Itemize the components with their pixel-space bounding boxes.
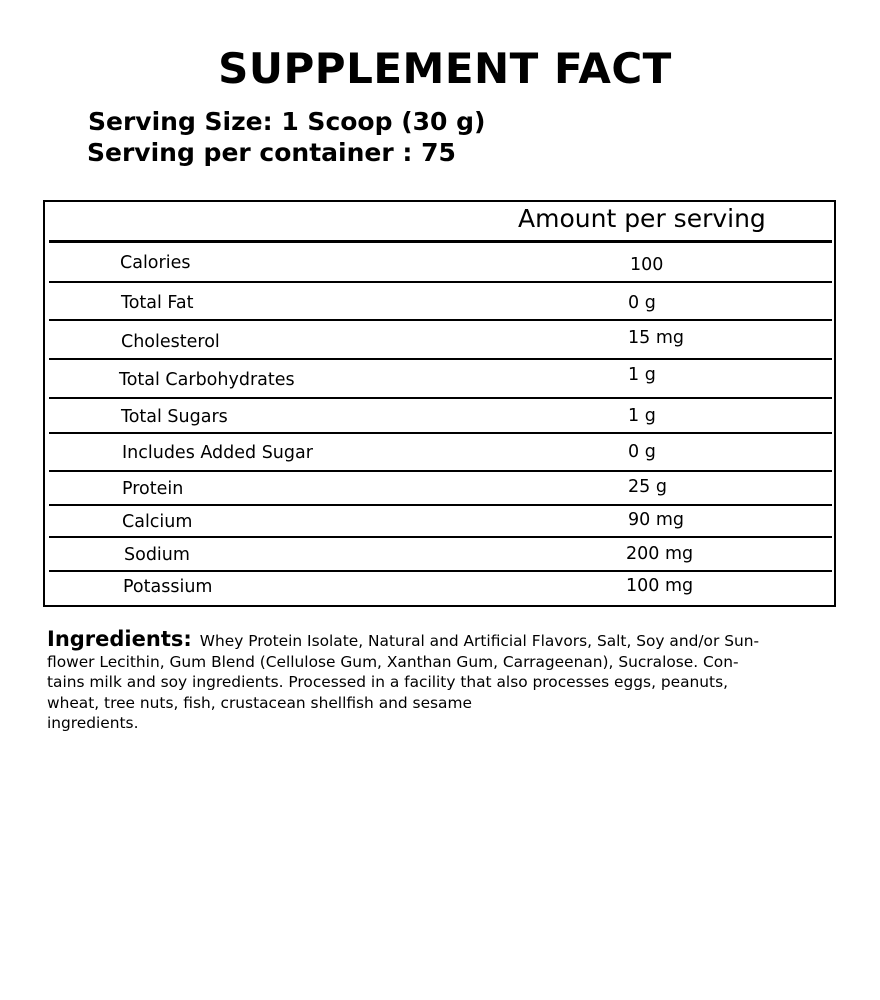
table-row-value: 100 mg xyxy=(626,576,694,596)
ingredients-section xyxy=(47,629,837,734)
servings-per-container: Serving per container : 75 xyxy=(87,138,456,167)
table-divider xyxy=(49,470,832,472)
table-divider xyxy=(49,358,832,360)
ingredients-line: tains milk and soy ingredients. Processed in a facility that also processes eggs, peanuts, xyxy=(47,673,728,691)
table-row-value: 0 g xyxy=(628,293,656,313)
table-row-value: 25 g xyxy=(628,477,667,497)
table-divider xyxy=(49,432,832,434)
ingredients-line: flower Lecithin, Gum Blend (Cellulose Gum, Xanthan Gum, Carrageenan), Sucralose. Con- xyxy=(47,652,739,671)
table-divider xyxy=(49,240,832,243)
table-row-value: 200 mg xyxy=(626,544,694,564)
amount-per-serving-header: Amount per serving xyxy=(518,204,766,233)
table-divider xyxy=(49,397,832,399)
ingredients-heading: Ingredients: xyxy=(47,627,192,651)
table-row-label: Total Fat xyxy=(121,293,194,313)
table-row-value: 1 g xyxy=(628,406,656,426)
table-row-label: Sodium xyxy=(124,545,190,565)
table-row-label: Includes Added Sugar xyxy=(122,443,313,463)
table-row-label: Cholesterol xyxy=(121,332,220,352)
page-title: SUPPLEMENT FACT xyxy=(218,44,672,93)
table-row-label: Calcium xyxy=(122,512,193,532)
table-divider xyxy=(49,319,832,321)
table-row-value: 0 g xyxy=(628,442,656,462)
table-row-label: Protein xyxy=(122,479,184,499)
table-divider xyxy=(49,570,832,572)
table-row-value: 100 xyxy=(630,255,664,275)
table-row-label: Total Sugars xyxy=(121,407,228,427)
table-row-value: 15 mg xyxy=(628,328,684,348)
table-row-value: 90 mg xyxy=(628,510,684,530)
table-divider xyxy=(49,504,832,506)
serving-size: Serving Size: 1 Scoop (30 g) xyxy=(88,107,486,136)
table-divider xyxy=(49,536,832,538)
ingredients-line xyxy=(47,629,837,652)
ingredients-line: wheat, tree nuts, fish, crustacean shellfish and sesame xyxy=(47,693,472,712)
table-row-label: Calories xyxy=(120,253,191,273)
ingredients-text: Whey Protein Isolate, Natural and Artificial Flavors, Salt, Soy and/or Sun- xyxy=(199,632,760,650)
table-divider xyxy=(49,281,832,283)
ingredients-line: ingredients. xyxy=(47,714,139,732)
table-row-label: Total Carbohydrates xyxy=(119,370,295,390)
table-row-label: Potassium xyxy=(123,577,213,597)
supplement-facts-table xyxy=(43,200,836,607)
table-row-value: 1 g xyxy=(628,365,656,385)
